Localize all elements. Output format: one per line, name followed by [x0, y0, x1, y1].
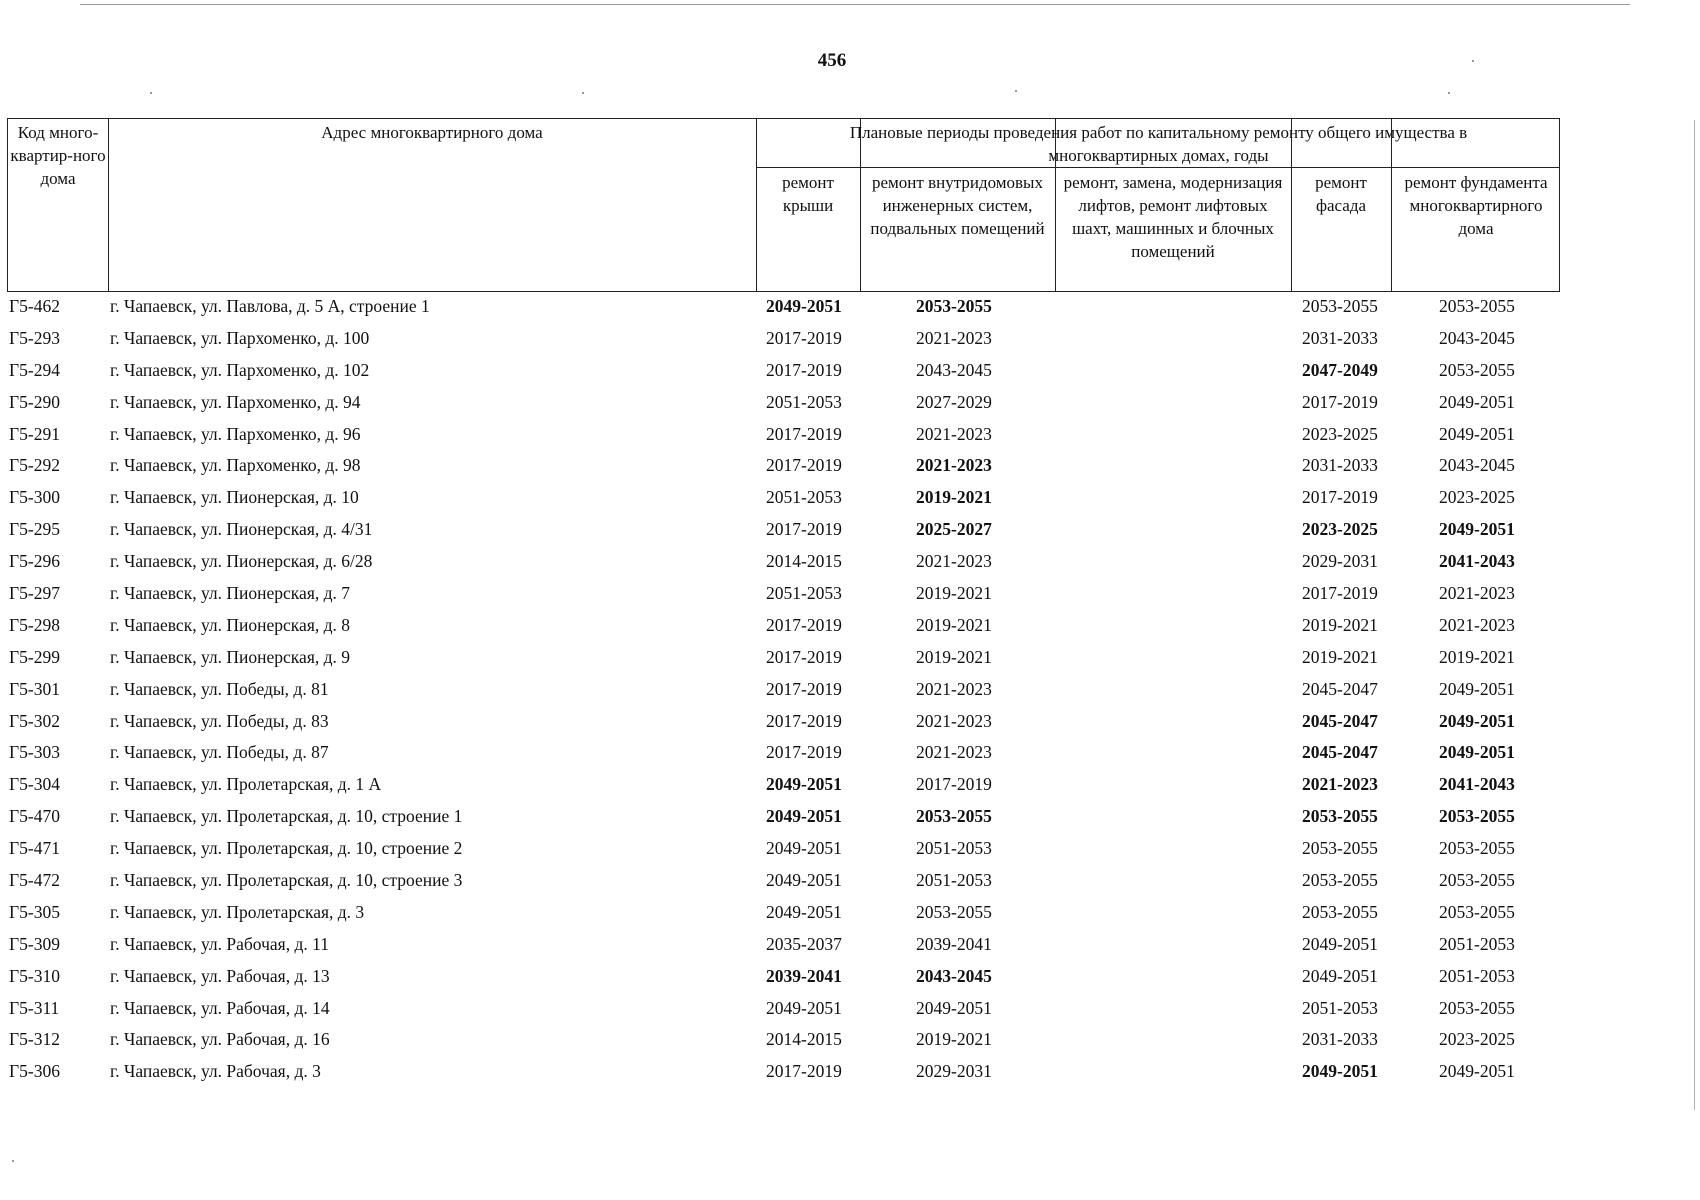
- cell-address: г. Чапаевск, ул. Пионерская, д. 7: [110, 583, 351, 604]
- table-row: [7, 356, 1560, 388]
- cell-engineering: 2051-2053: [916, 870, 992, 891]
- cell-roof: 2017-2019: [766, 742, 842, 763]
- cell-facade: 2047-2049: [1302, 359, 1378, 380]
- cell-engineering: 2053-2055: [916, 901, 992, 922]
- cell-foundation: 2051-2053: [1439, 965, 1515, 986]
- cell-code: Г5-462: [9, 296, 60, 316]
- cell-facade: 2053-2055: [1302, 901, 1378, 922]
- cell-foundation: 2053-2055: [1439, 806, 1515, 827]
- cell-facade: 2053-2055: [1302, 296, 1378, 316]
- scan-speck: [582, 92, 584, 94]
- cell-engineering: 2021-2023: [916, 710, 992, 731]
- cell-facade: 2049-2051: [1302, 965, 1378, 986]
- cell-facade: 2045-2047: [1302, 678, 1378, 699]
- header-foundation-repair: ремонт фундамента многоквартирного дома: [1404, 173, 1548, 238]
- cell-address: г. Чапаевск, ул. Пролетарская, д. 10, строение 2: [110, 838, 463, 859]
- cell-engineering: 2019-2021: [916, 614, 992, 635]
- cell-address: г. Чапаевск, ул. Пионерская, д. 6/28: [110, 551, 373, 572]
- table-row: [7, 1057, 1560, 1089]
- header-engineering-repair: ремонт внутридомовых инженерных систем, подвальных помещений: [870, 173, 1045, 238]
- cell-facade: 2017-2019: [1302, 583, 1378, 604]
- cell-roof: 2035-2037: [766, 933, 842, 954]
- table-row: [7, 324, 1560, 356]
- scan-top-edge-line: [80, 4, 1630, 5]
- cell-roof: 2017-2019: [766, 1061, 842, 1082]
- table-row: [7, 611, 1560, 643]
- cell-facade: 2029-2031: [1302, 551, 1378, 572]
- header-roof-repair: ремонт крыши: [782, 173, 834, 215]
- cell-address: г. Чапаевск, ул. Пархоменко, д. 102: [110, 359, 370, 380]
- cell-roof: 2051-2053: [766, 583, 842, 604]
- cell-roof: 2017-2019: [766, 423, 842, 444]
- cell-code: Г5-312: [9, 1029, 60, 1050]
- header-facade-repair: ремонт фасада: [1315, 173, 1367, 215]
- cell-roof: 2017-2019: [766, 678, 842, 699]
- cell-facade: 2017-2019: [1302, 487, 1378, 508]
- cell-foundation: 2049-2051: [1439, 391, 1515, 412]
- cell-engineering: 2049-2051: [916, 997, 992, 1018]
- table-row: [7, 515, 1560, 547]
- cell-facade: 2031-2033: [1302, 1029, 1378, 1050]
- table-row: [7, 738, 1560, 770]
- cell-code: Г5-296: [9, 551, 60, 572]
- cell-facade: 2031-2033: [1302, 327, 1378, 348]
- table-row: [7, 451, 1560, 483]
- cell-engineering: 2043-2045: [916, 965, 992, 986]
- cell-code: Г5-302: [9, 710, 60, 731]
- cell-roof: 2014-2015: [766, 551, 842, 572]
- cell-address: г. Чапаевск, ул. Павлова, д. 5 А, строение 1: [110, 296, 430, 316]
- scan-speck: [1448, 92, 1450, 94]
- cell-roof: 2017-2019: [766, 455, 842, 476]
- cell-roof: 2049-2051: [766, 901, 842, 922]
- table-row: [7, 547, 1560, 579]
- header-planned-periods: Плановые периоды проведения работ по капитальному ремонту общего имущества в многоквартирных домах, годы: [849, 123, 1468, 165]
- cell-address: г. Чапаевск, ул. Пролетарская, д. 10, строение 3: [110, 870, 463, 891]
- column-divider: [108, 119, 109, 291]
- cell-code: Г5-298: [9, 614, 60, 635]
- cell-code: Г5-305: [9, 901, 60, 922]
- table-row: [7, 643, 1560, 675]
- header-code: Код много-квартир-ного дома: [10, 123, 106, 188]
- cell-facade: 2031-2033: [1302, 455, 1378, 476]
- cell-engineering: 2025-2027: [916, 519, 992, 540]
- repair-schedule-table: [7, 118, 1560, 1089]
- cell-facade: 2049-2051: [1302, 933, 1378, 954]
- cell-facade: 2051-2053: [1302, 997, 1378, 1018]
- cell-facade: 2045-2047: [1302, 710, 1378, 731]
- cell-foundation: 2043-2045: [1439, 455, 1515, 476]
- cell-code: Г5-471: [9, 838, 60, 859]
- cell-code: Г5-303: [9, 742, 60, 763]
- cell-foundation: 2049-2051: [1439, 710, 1515, 731]
- cell-foundation: 2041-2043: [1439, 774, 1515, 795]
- cell-address: г. Чапаевск, ул. Пархоменко, д. 100: [110, 327, 370, 348]
- cell-code: Г5-293: [9, 327, 60, 348]
- cell-foundation: 2023-2025: [1439, 487, 1515, 508]
- cell-code: Г5-300: [9, 487, 60, 508]
- cell-code: Г5-299: [9, 646, 60, 667]
- cell-facade: 2053-2055: [1302, 838, 1378, 859]
- cell-facade: 2053-2055: [1302, 806, 1378, 827]
- cell-address: г. Чапаевск, ул. Пролетарская, д. 3: [110, 901, 365, 922]
- cell-engineering: 2021-2023: [916, 455, 992, 476]
- cell-address: г. Чапаевск, ул. Пионерская, д. 9: [110, 646, 351, 667]
- cell-foundation: 2053-2055: [1439, 359, 1515, 380]
- cell-engineering: 2021-2023: [916, 551, 992, 572]
- cell-engineering: 2021-2023: [916, 327, 992, 348]
- header-elevator-repair: ремонт, замена, модернизация лифтов, ремонт лифтовых шахт, машинных и блочных помещений: [1063, 173, 1283, 261]
- cell-address: г. Чапаевск, ул. Пархоменко, д. 98: [110, 455, 361, 476]
- cell-foundation: 2049-2051: [1439, 1061, 1515, 1082]
- cell-roof: 2017-2019: [766, 359, 842, 380]
- cell-code: Г5-311: [9, 997, 60, 1018]
- cell-address: г. Чапаевск, ул. Рабочая, д. 3: [110, 1061, 321, 1082]
- cell-code: Г5-294: [9, 359, 60, 380]
- cell-engineering: 2051-2053: [916, 838, 992, 859]
- cell-facade: 2021-2023: [1302, 774, 1378, 795]
- table-row: [7, 994, 1560, 1026]
- cell-code: Г5-309: [9, 933, 60, 954]
- cell-engineering: 2019-2021: [916, 646, 992, 667]
- cell-roof: 2049-2051: [766, 997, 842, 1018]
- cell-code: Г5-295: [9, 519, 60, 540]
- table-row: [7, 770, 1560, 802]
- cell-foundation: 2049-2051: [1439, 519, 1515, 540]
- cell-roof: 2051-2053: [766, 391, 842, 412]
- cell-address: г. Чапаевск, ул. Рабочая, д. 13: [110, 965, 330, 986]
- cell-roof: 2017-2019: [766, 614, 842, 635]
- cell-facade: 2023-2025: [1302, 519, 1378, 540]
- cell-roof: 2049-2051: [766, 806, 842, 827]
- cell-engineering: 2021-2023: [916, 742, 992, 763]
- cell-engineering: 2021-2023: [916, 423, 992, 444]
- table-row: [7, 802, 1560, 834]
- cell-address: г. Чапаевск, ул. Пархоменко, д. 94: [110, 391, 361, 412]
- cell-engineering: 2027-2029: [916, 391, 992, 412]
- cell-address: г. Чапаевск, ул. Рабочая, д. 11: [110, 933, 329, 954]
- table-row: [7, 388, 1560, 420]
- cell-address: г. Чапаевск, ул. Победы, д. 87: [110, 742, 329, 763]
- cell-roof: 2017-2019: [766, 519, 842, 540]
- cell-address: г. Чапаевск, ул. Рабочая, д. 14: [110, 997, 330, 1018]
- cell-address: г. Чапаевск, ул. Пархоменко, д. 96: [110, 423, 361, 444]
- cell-engineering: 2029-2031: [916, 1061, 992, 1082]
- cell-code: Г5-304: [9, 774, 60, 795]
- cell-facade: 2017-2019: [1302, 391, 1378, 412]
- cell-address: г. Чапаевск, ул. Пролетарская, д. 1 А: [110, 774, 382, 795]
- cell-facade: 2019-2021: [1302, 646, 1378, 667]
- cell-foundation: 2049-2051: [1439, 423, 1515, 444]
- cell-code: Г5-301: [9, 678, 60, 699]
- cell-address: г. Чапаевск, ул. Пионерская, д. 8: [110, 614, 351, 635]
- cell-foundation: 2049-2051: [1439, 742, 1515, 763]
- cell-facade: 2023-2025: [1302, 423, 1378, 444]
- header-row-divider: [756, 167, 1559, 168]
- cell-foundation: 2053-2055: [1439, 901, 1515, 922]
- cell-roof: 2051-2053: [766, 487, 842, 508]
- cell-foundation: 2023-2025: [1439, 1029, 1515, 1050]
- cell-foundation: 2053-2055: [1439, 296, 1515, 316]
- scan-speck: [12, 1160, 14, 1162]
- header-address: Адрес многоквартирного дома: [321, 123, 543, 142]
- table-row: [7, 834, 1560, 866]
- cell-code: Г5-292: [9, 455, 60, 476]
- cell-code: Г5-472: [9, 870, 60, 891]
- table-row: [7, 866, 1560, 898]
- cell-foundation: 2051-2053: [1439, 933, 1515, 954]
- table-row: [7, 1025, 1560, 1057]
- table-body: [7, 292, 1560, 1089]
- cell-roof: 2017-2019: [766, 646, 842, 667]
- cell-roof: 2049-2051: [766, 838, 842, 859]
- scan-speck: [150, 92, 152, 94]
- table-row: [7, 292, 1560, 324]
- cell-foundation: 2021-2023: [1439, 614, 1515, 635]
- table-header: [7, 118, 1560, 292]
- cell-foundation: 2053-2055: [1439, 997, 1515, 1018]
- cell-roof: 2049-2051: [766, 296, 842, 316]
- cell-engineering: 2019-2021: [916, 583, 992, 604]
- cell-facade: 2049-2051: [1302, 1061, 1378, 1082]
- cell-engineering: 2053-2055: [916, 296, 992, 316]
- scan-right-edge-line: [1694, 120, 1695, 1110]
- cell-foundation: 2043-2045: [1439, 327, 1515, 348]
- table-row: [7, 579, 1560, 611]
- cell-address: г. Чапаевск, ул. Пионерская, д. 4/31: [110, 519, 373, 540]
- table-row: [7, 962, 1560, 994]
- cell-facade: 2053-2055: [1302, 870, 1378, 891]
- cell-roof: 2014-2015: [766, 1029, 842, 1050]
- cell-roof: 2049-2051: [766, 774, 842, 795]
- cell-roof: 2039-2041: [766, 965, 842, 986]
- cell-code: Г5-291: [9, 423, 60, 444]
- cell-code: Г5-470: [9, 806, 60, 827]
- cell-engineering: 2053-2055: [916, 806, 992, 827]
- page-number: 456: [817, 50, 847, 71]
- cell-engineering: 2039-2041: [916, 933, 992, 954]
- cell-facade: 2045-2047: [1302, 742, 1378, 763]
- cell-roof: 2017-2019: [766, 327, 842, 348]
- cell-engineering: 2019-2021: [916, 487, 992, 508]
- cell-address: г. Чапаевск, ул. Победы, д. 81: [110, 678, 329, 699]
- cell-engineering: 2019-2021: [916, 1029, 992, 1050]
- table-row: [7, 420, 1560, 452]
- cell-code: Г5-290: [9, 391, 60, 412]
- cell-address: г. Чапаевск, ул. Рабочая, д. 16: [110, 1029, 330, 1050]
- scan-speck: [1015, 90, 1017, 92]
- cell-foundation: 2019-2021: [1439, 646, 1515, 667]
- cell-code: Г5-306: [9, 1061, 60, 1082]
- cell-foundation: 2049-2051: [1439, 678, 1515, 699]
- cell-address: г. Чапаевск, ул. Победы, д. 83: [110, 710, 329, 731]
- table-row: [7, 483, 1560, 515]
- table-row: [7, 707, 1560, 739]
- cell-engineering: 2017-2019: [916, 774, 992, 795]
- cell-foundation: 2021-2023: [1439, 583, 1515, 604]
- cell-foundation: 2041-2043: [1439, 551, 1515, 572]
- cell-foundation: 2053-2055: [1439, 870, 1515, 891]
- cell-facade: 2019-2021: [1302, 614, 1378, 635]
- table-row: [7, 898, 1560, 930]
- cell-engineering: 2021-2023: [916, 678, 992, 699]
- cell-address: г. Чапаевск, ул. Пролетарская, д. 10, строение 1: [110, 806, 463, 827]
- table-row: [7, 930, 1560, 962]
- cell-engineering: 2043-2045: [916, 359, 992, 380]
- cell-code: Г5-297: [9, 583, 60, 604]
- cell-roof: 2049-2051: [766, 870, 842, 891]
- table-row: [7, 675, 1560, 707]
- cell-roof: 2017-2019: [766, 710, 842, 731]
- cell-foundation: 2053-2055: [1439, 838, 1515, 859]
- cell-code: Г5-310: [9, 965, 60, 986]
- cell-address: г. Чапаевск, ул. Пионерская, д. 10: [110, 487, 359, 508]
